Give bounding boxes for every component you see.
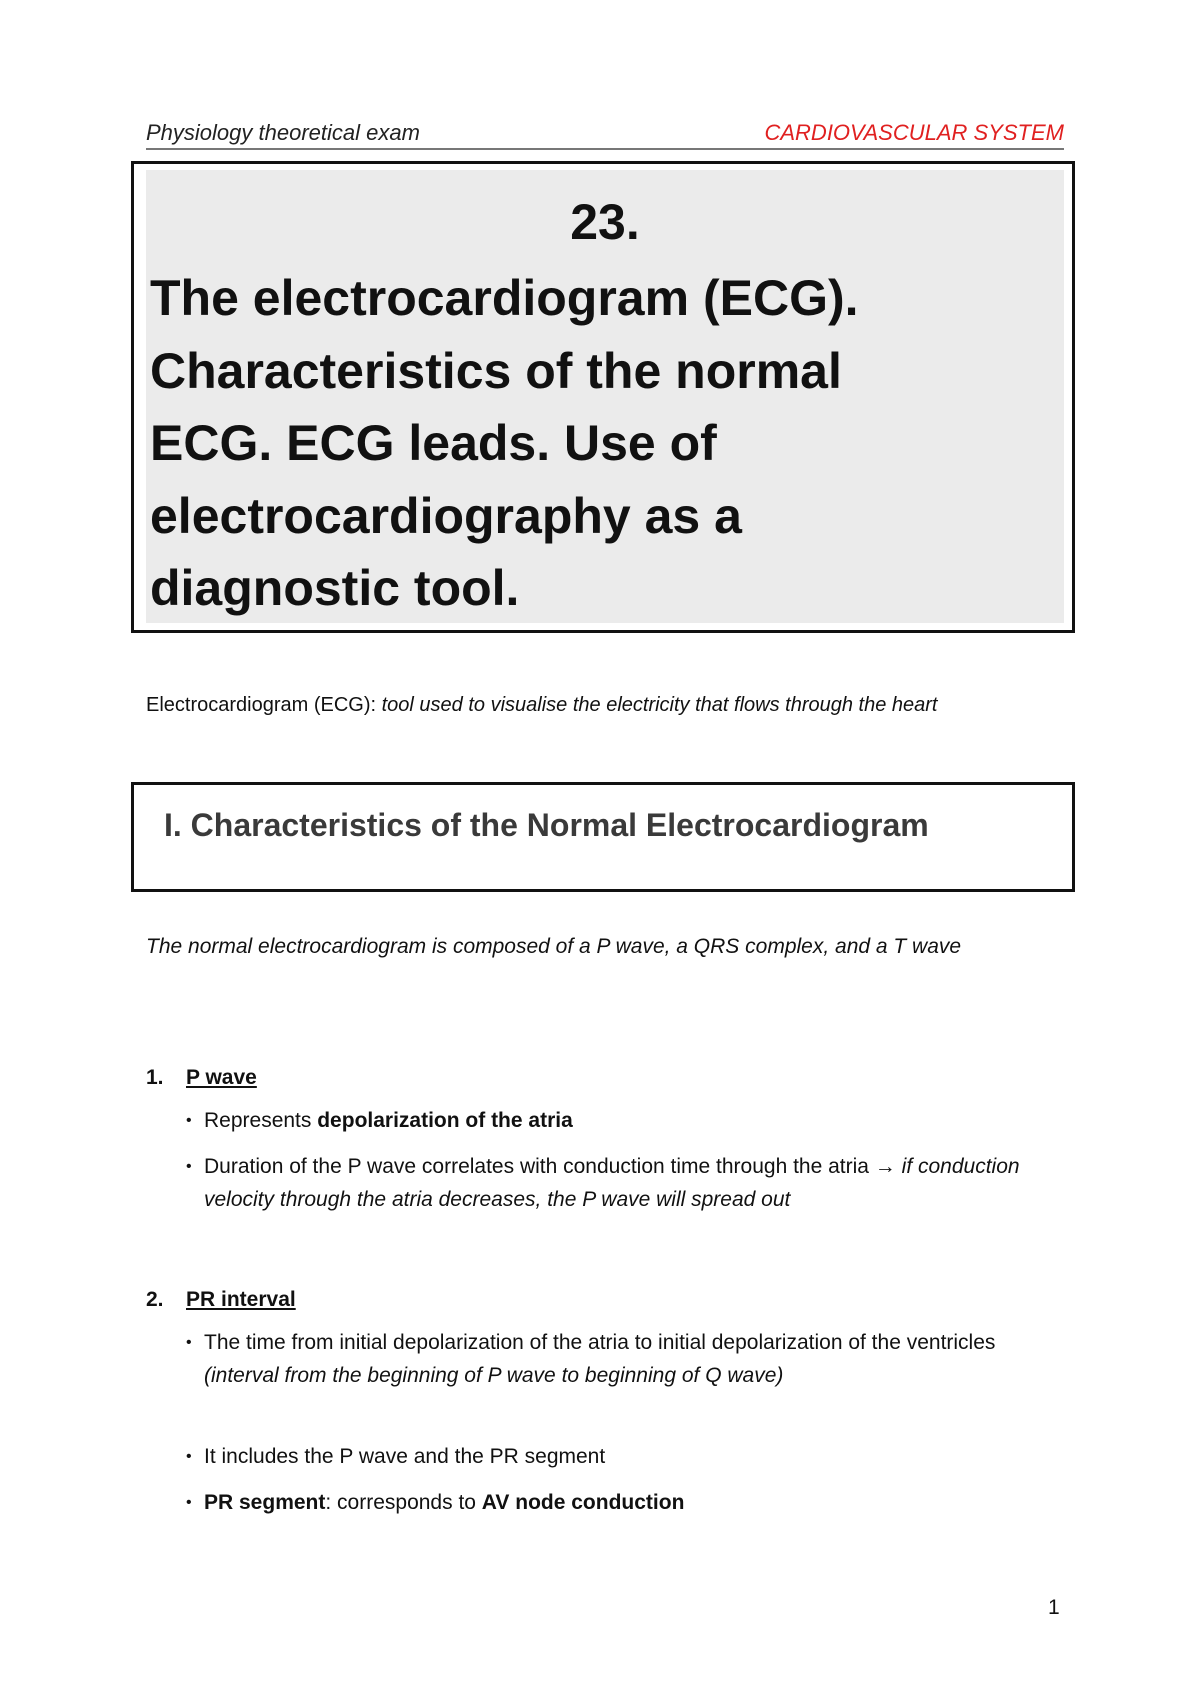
intro-term: Electrocardiogram (ECG): — [146, 694, 377, 716]
bullet-icon: • — [186, 1158, 192, 1175]
question-title-line: The electrocardiogram (ECG). — [150, 270, 859, 326]
list-item-label: PR interval — [186, 1288, 296, 1311]
list-item-heading — [146, 1286, 296, 1314]
question-title-line: electrocardiography as a — [150, 487, 742, 544]
intro-paragraph: The normal electrocardiogram is composed of a P wave, a QRS complex, and a T wave — [146, 935, 962, 958]
bullet-text: It includes the P wave and the PR segment — [204, 1445, 606, 1468]
bullet-item — [186, 1326, 1066, 1392]
bullet-item — [186, 1150, 1066, 1216]
bullet-text-italic: if conduction velocity through the atria decreases, the P wave will spread out — [204, 1155, 1020, 1211]
bullet-text-bold: PR segment — [204, 1491, 326, 1514]
header-topic: CARDIOVASCULAR SYSTEM — [764, 120, 1064, 145]
list-item-label: P wave — [186, 1066, 257, 1089]
bullet-text-regular: Duration of the P wave correlates with conduction time through the atria → — [204, 1155, 902, 1178]
bullet-text-italic: (interval from the beginning of P wave to beginning of Q wave) — [204, 1364, 784, 1387]
bullet-text-regular: The time from initial depolarization of the atria to initial depolarization of the ventricles — [204, 1331, 996, 1354]
bullet-text — [204, 1486, 1066, 1519]
question-title-line: ECG. ECG leads. Use of — [150, 415, 717, 471]
question-title-line: Characteristics of the normal — [150, 342, 842, 399]
bullet-item — [186, 1104, 1066, 1137]
bullet-item — [186, 1440, 1066, 1473]
bullet-text — [204, 1150, 1066, 1216]
intro-definition — [146, 692, 1066, 718]
bullet-text-regular: Represents — [204, 1109, 318, 1132]
bullet-text-bold: depolarization of the atria — [317, 1109, 573, 1132]
bullet-text — [204, 1326, 1066, 1392]
question-title — [150, 262, 1050, 625]
intro-definition-text: tool used to visualise the electricity that flows through the heart — [381, 694, 938, 716]
question-number: 23. — [570, 194, 640, 250]
page-header — [146, 122, 1064, 150]
bullet-icon: • — [186, 1334, 192, 1351]
bullet-icon: • — [186, 1494, 192, 1511]
section-title: I. Characteristics of the Normal Electrocardiogram — [164, 807, 929, 843]
bullet-text-bold: AV node conduction — [481, 1491, 685, 1514]
bullet-text-regular: : corresponds to — [325, 1491, 482, 1514]
bullet-icon: • — [186, 1112, 192, 1129]
page-number: 1 — [1048, 1596, 1060, 1619]
question-title-line: diagnostic tool. — [150, 560, 520, 616]
list-item-number: 1. — [146, 1066, 164, 1089]
section-heading-box — [131, 782, 1075, 892]
bullet-text — [204, 1104, 1066, 1137]
bullet-item — [186, 1486, 1066, 1519]
header-course-title: Physiology theoretical exam — [146, 120, 420, 145]
bullet-icon: • — [186, 1448, 192, 1465]
list-item-heading — [146, 1064, 257, 1092]
title-box — [131, 161, 1075, 633]
title-background — [146, 170, 1064, 623]
list-item-number: 2. — [146, 1288, 164, 1311]
